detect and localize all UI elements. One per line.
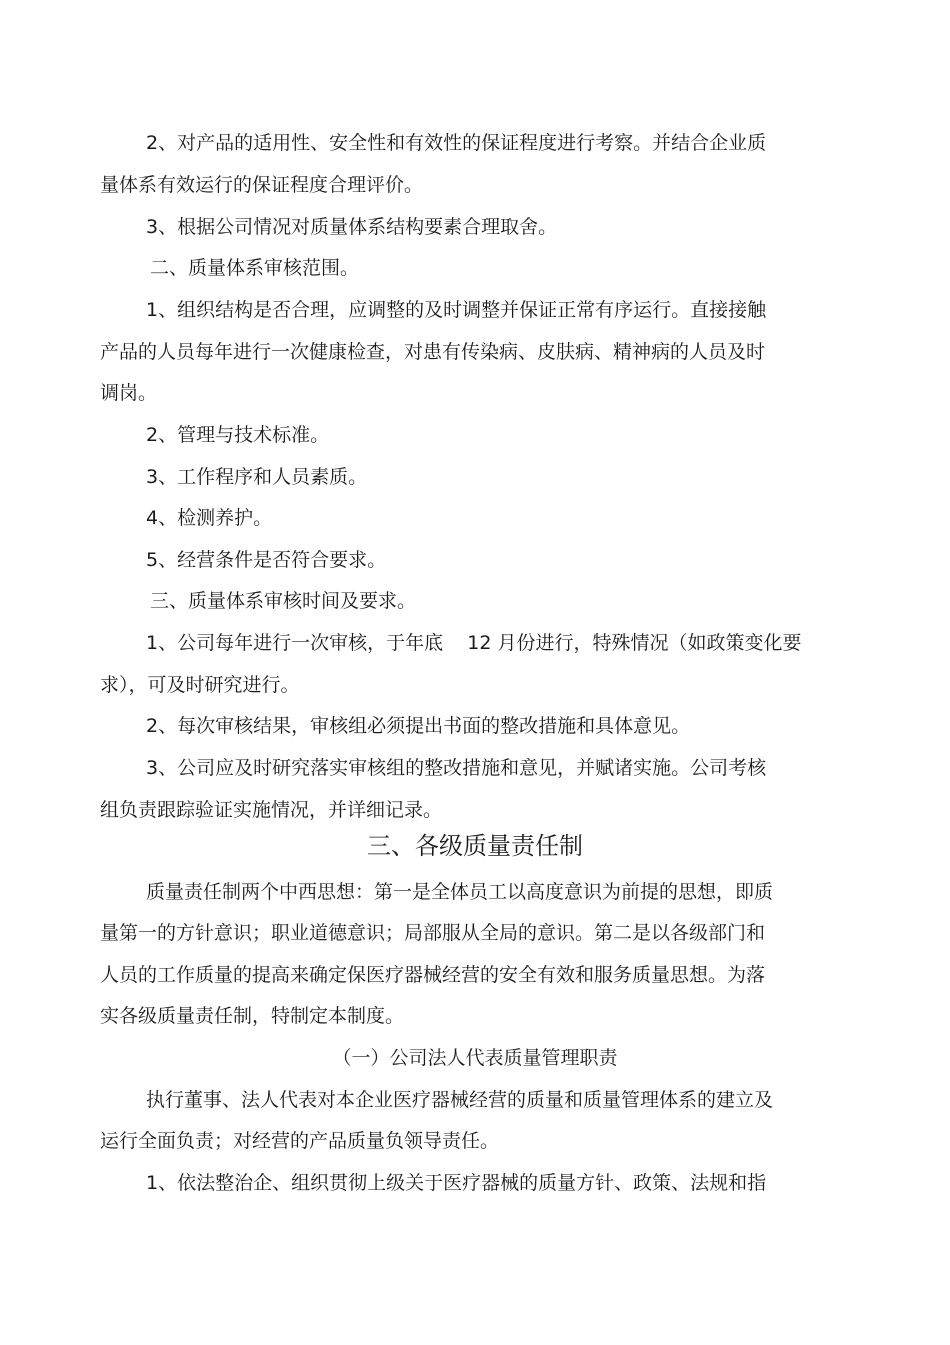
paragraph-line: 3、公司应及时研究落实审核组的整改措施和意见，并赋诸实施。公司考核 <box>146 757 767 779</box>
list-item: 2、管理与技术标准。 <box>146 424 330 446</box>
paragraph-line: 人员的工作质量的提高来确定保医疗器械经营的安全有效和服务质量思想。为落 <box>100 964 766 986</box>
list-item: 3、工作程序和人员素质。 <box>146 466 368 488</box>
paragraph-line: 1、组织结构是否合理，应调整的及时调整并保证正常有序运行。直接接触 <box>146 299 767 321</box>
list-item: 4、检测养护。 <box>146 507 273 529</box>
paragraph-line: 量第一的方针意识；职业道德意识；局部服从全局的意识。第二是以各级部门和 <box>100 922 766 944</box>
paragraph-line: 2、对产品的适用性、安全性和有效性的保证程度进行考察。并结合企业质 <box>146 132 767 154</box>
paragraph-line: 实各级质量责任制，特制定本制度。 <box>100 1005 405 1027</box>
section-heading: 三、质量体系审核时间及要求。 <box>150 590 417 612</box>
paragraph-line: 2、每次审核结果，审核组必须提出书面的整改措施和具体意见。 <box>146 715 691 737</box>
paragraph-line: 1、公司每年进行一次审核，于年底 12 月份进行，特殊情况（如政策变化要 <box>146 632 802 654</box>
paragraph-line: 求），可及时研究进行。 <box>100 674 300 696</box>
section-title: 三、各级质量责任制 <box>367 832 583 860</box>
paragraph-line: 组负责跟踪验证实施情况，并详细记录。 <box>100 799 443 821</box>
subsection-title: （一）公司法人代表质量管理职责 <box>332 1047 618 1069</box>
list-item: 5、经营条件是否符合要求。 <box>146 549 387 571</box>
paragraph-line: 调岗。 <box>100 382 158 404</box>
paragraph-line: 运行全面负责；对经营的产品质量负领导责任。 <box>100 1130 500 1152</box>
paragraph-line: 量体系有效运行的保证程度合理评价。 <box>100 174 424 196</box>
paragraph-line: 产品的人员每年进行一次健康检查，对患有传染病、皮肤病、精神病的人员及时 <box>100 341 766 363</box>
paragraph-line: 3、根据公司情况对质量体系结构要素合理取舍。 <box>146 216 558 238</box>
paragraph-line: 1、依法整治企、组织贯彻上级关于医疗器械的质量方针、政策、法规和指 <box>146 1172 767 1194</box>
paragraph-line: 质量责任制两个中西思想：第一是全体员工以高度意识为前提的思想，即质 <box>146 881 774 903</box>
paragraph-line: 执行董事、法人代表对本企业医疗器械经营的质量和质量管理体系的建立及 <box>146 1089 774 1111</box>
section-heading: 二、质量体系审核范围。 <box>150 257 360 279</box>
